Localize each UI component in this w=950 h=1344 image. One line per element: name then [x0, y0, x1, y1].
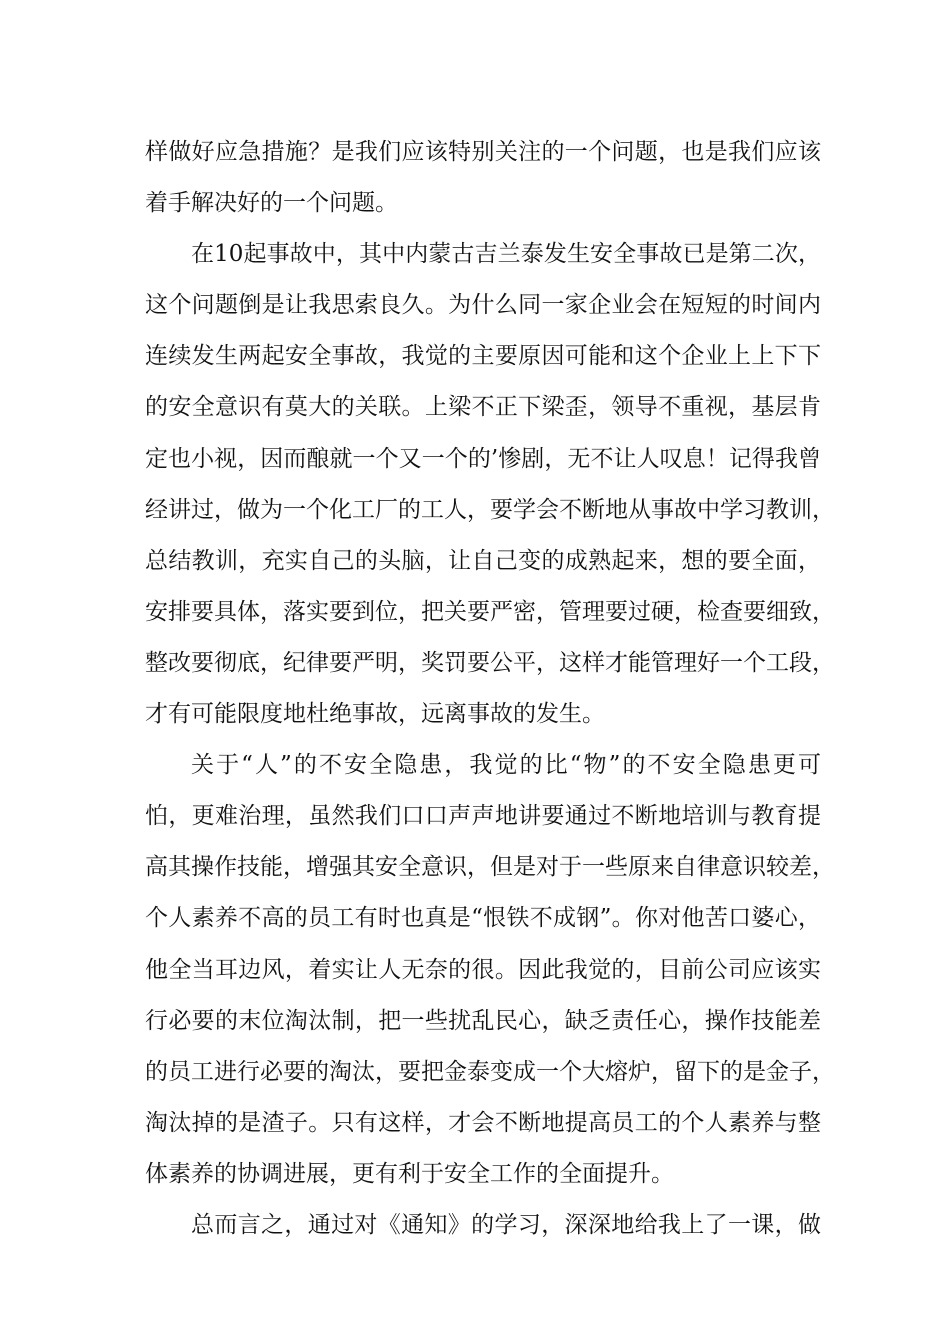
text-line: 的安全意识有莫大的关联。上梁不正下梁歪，领导不重视，基层肯 — [145, 394, 821, 421]
text-line: 的员工进行必要的淘汰，要把金泰变成一个大熔炉，留下的是金子， — [145, 1058, 835, 1085]
text-line: 体素养的协调进展，更有利于安全工作的全面提升。 — [145, 1160, 674, 1187]
text-line: 关于“人”的不安全隐患，我觉的比“物”的不安全隐患更可 — [191, 752, 821, 779]
text-line: 安排要具体，落实要到位，把关要严密，管理要过硬，检查要细致， — [145, 598, 835, 625]
text-line: 才有可能限度地杜绝事故，远离事故的发生。 — [145, 701, 605, 728]
text-line: 着手解决好的一个问题。 — [145, 190, 398, 217]
text-line: 总结教训，充实自己的头脑，让自己变的成熟起来，想的要全面， — [145, 547, 821, 574]
text-line: 整改要彻底，纪律要严明，奖罚要公平，这样才能管理好一个工段， — [145, 649, 835, 676]
text-line: 个人素养不高的员工有时也真是“恨铁不成钢”。你对他苦口婆心， — [145, 905, 821, 932]
text-line: 总而言之，通过对《通知》的学习，深深地给我上了一课，做 — [191, 1211, 821, 1238]
text-line: 怕，更难治理，虽然我们口口声声地讲要通过不断地培训与教育提 — [145, 803, 821, 830]
document-body — [145, 127, 835, 1251]
text-line: 样做好应急措施？是我们应该特别关注的一个问题，也是我们应该 — [145, 139, 821, 165]
text-line: 这个问题倒是让我思索良久。为什么同一家企业会在短短的时间内 — [145, 292, 821, 319]
text-line: 经讲过，做为一个化工厂的工人，要学会不断地从事故中学习教训， — [145, 496, 835, 523]
text-line: 行必要的末位淘汰制，把一些扰乱民心，缺乏责任心，操作技能差 — [145, 1007, 821, 1034]
text-line: 淘汰掉的是渣子。只有这样，才会不断地提高员工的个人素养与整 — [145, 1109, 821, 1136]
text-line: 在10起事故中，其中内蒙古吉兰泰发生安全事故已是第二次， — [191, 241, 821, 268]
text-line: 定也小视，因而酿就一个又一个的’惨剧，无不让人叹息！记得我曾 — [145, 445, 821, 472]
text-line: 连续发生两起安全事故，我觉的主要原因可能和这个企业上上下下 — [145, 343, 821, 370]
text-line: 高其操作技能，增强其安全意识，但是对于一些原来自律意识较差， — [145, 854, 835, 881]
text-line: 他全当耳边风，着实让人无奈的很。因此我觉的，目前公司应该实 — [145, 956, 821, 983]
